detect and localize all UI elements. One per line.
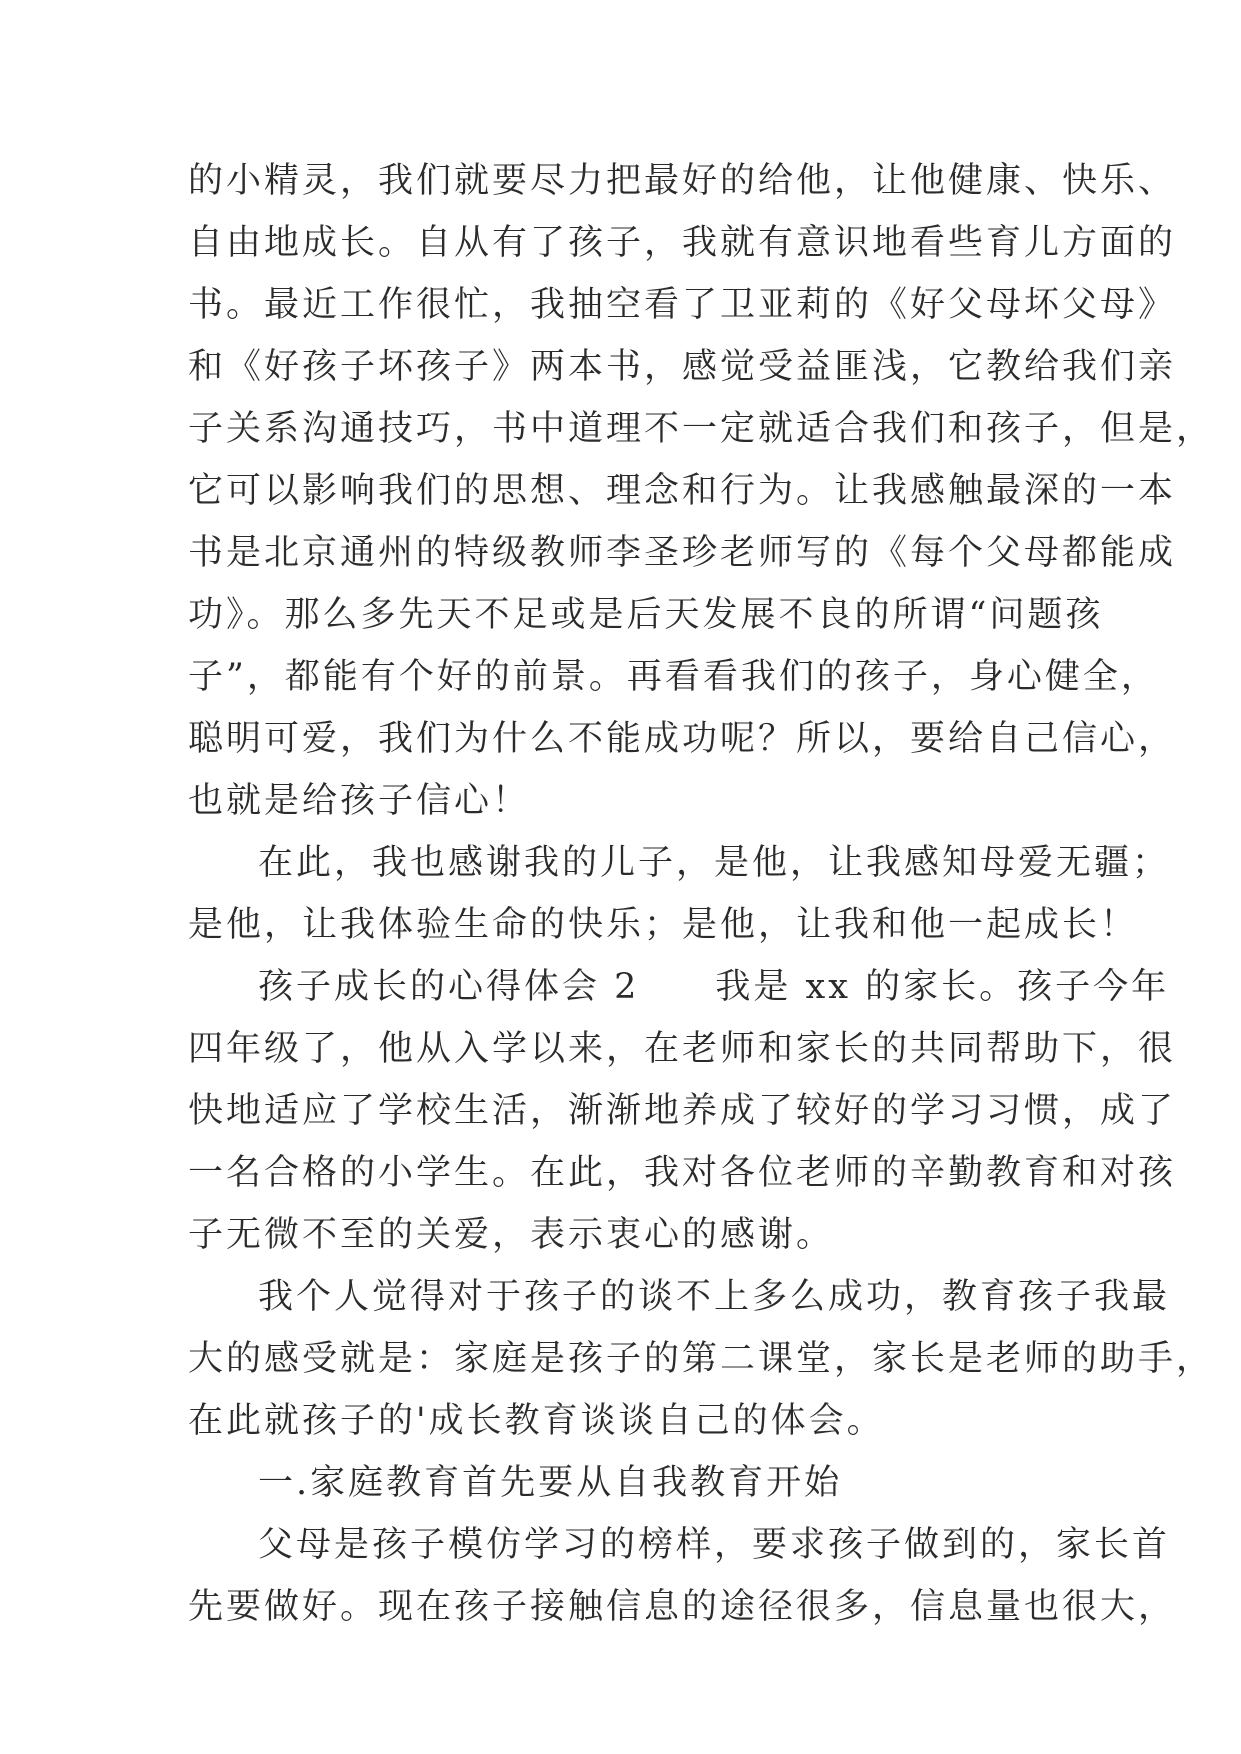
text-line: 一名合格的小学生。在此，我对各位老师的辛勤教育和对孩 xyxy=(188,1153,1177,1193)
text-line: 书是北京通州的特级教师李圣珍老师写的《每个父母都能成 xyxy=(188,533,1177,573)
text-line: 聪明可爱，我们为什么不能成功呢？所以，要给自己信心， xyxy=(188,719,1177,759)
text-line: 子无微不至的关爱，表示衷心的感谢。 xyxy=(188,1215,835,1255)
text-line: 快地适应了学校生活，渐渐地养成了较好的学习习惯，成了 xyxy=(188,1091,1177,1131)
text-line: 大的感受就是：家庭是孩子的第二课堂，家长是老师的助手， xyxy=(188,1339,1215,1379)
text-line: 书。最近工作很忙，我抽空看了卫亚莉的《好父母坏父母》 xyxy=(188,285,1177,325)
text-line: 是他，让我体验生命的快乐；是他，让我和他一起成长！ xyxy=(188,905,1139,945)
text-line: 也就是给孩子信心！ xyxy=(188,781,531,821)
text-line: 子关系沟通技巧，书中道理不一定就适合我们和孩子，但是， xyxy=(188,409,1215,449)
text-line: 和《好孩子坏孩子》两本书，感觉受益匪浅，它教给我们亲 xyxy=(188,347,1177,387)
text-line: 我个人觉得对于孩子的谈不上多么成功，教育孩子我最 xyxy=(258,1277,1171,1317)
section-heading: 一.家庭教育首先要从自我教育开始 xyxy=(258,1463,843,1503)
text-line: 的小精灵，我们就要尽力把最好的给他，让他健康、快乐、 xyxy=(188,161,1177,201)
text-line: 功》。那么多先天不足或是后天发展不良的所谓“问题孩 xyxy=(188,595,1104,635)
text-line: 自由地成长。自从有了孩子，我就有意识地看些育儿方面的 xyxy=(188,223,1177,263)
text-line: 四年级了，他从入学以来，在老师和家长的共同帮助下，很 xyxy=(188,1029,1177,1069)
text-line: 它可以影响我们的思想、理念和行为。让我感触最深的一本 xyxy=(188,471,1177,511)
text-line: 在此就孩子的'成长教育谈谈自己的体会。 xyxy=(188,1401,885,1441)
text-line: 先要做好。现在孩子接触信息的途径很多，信息量也很大， xyxy=(188,1587,1177,1627)
body-text xyxy=(188,150,1215,1638)
text-line: 孩子成长的心得体会 2 我是 xx 的家长。孩子今年 xyxy=(258,967,1170,1007)
text-line: 父母是孩子模仿学习的榜样，要求孩子做到的，家长首 xyxy=(258,1525,1171,1565)
text-line: 在此，我也感谢我的儿子，是他，让我感知母爱无疆； xyxy=(258,843,1171,883)
text-line: 子”，都能有个好的前景。再看看我们的孩子，身心健全， xyxy=(188,657,1159,697)
